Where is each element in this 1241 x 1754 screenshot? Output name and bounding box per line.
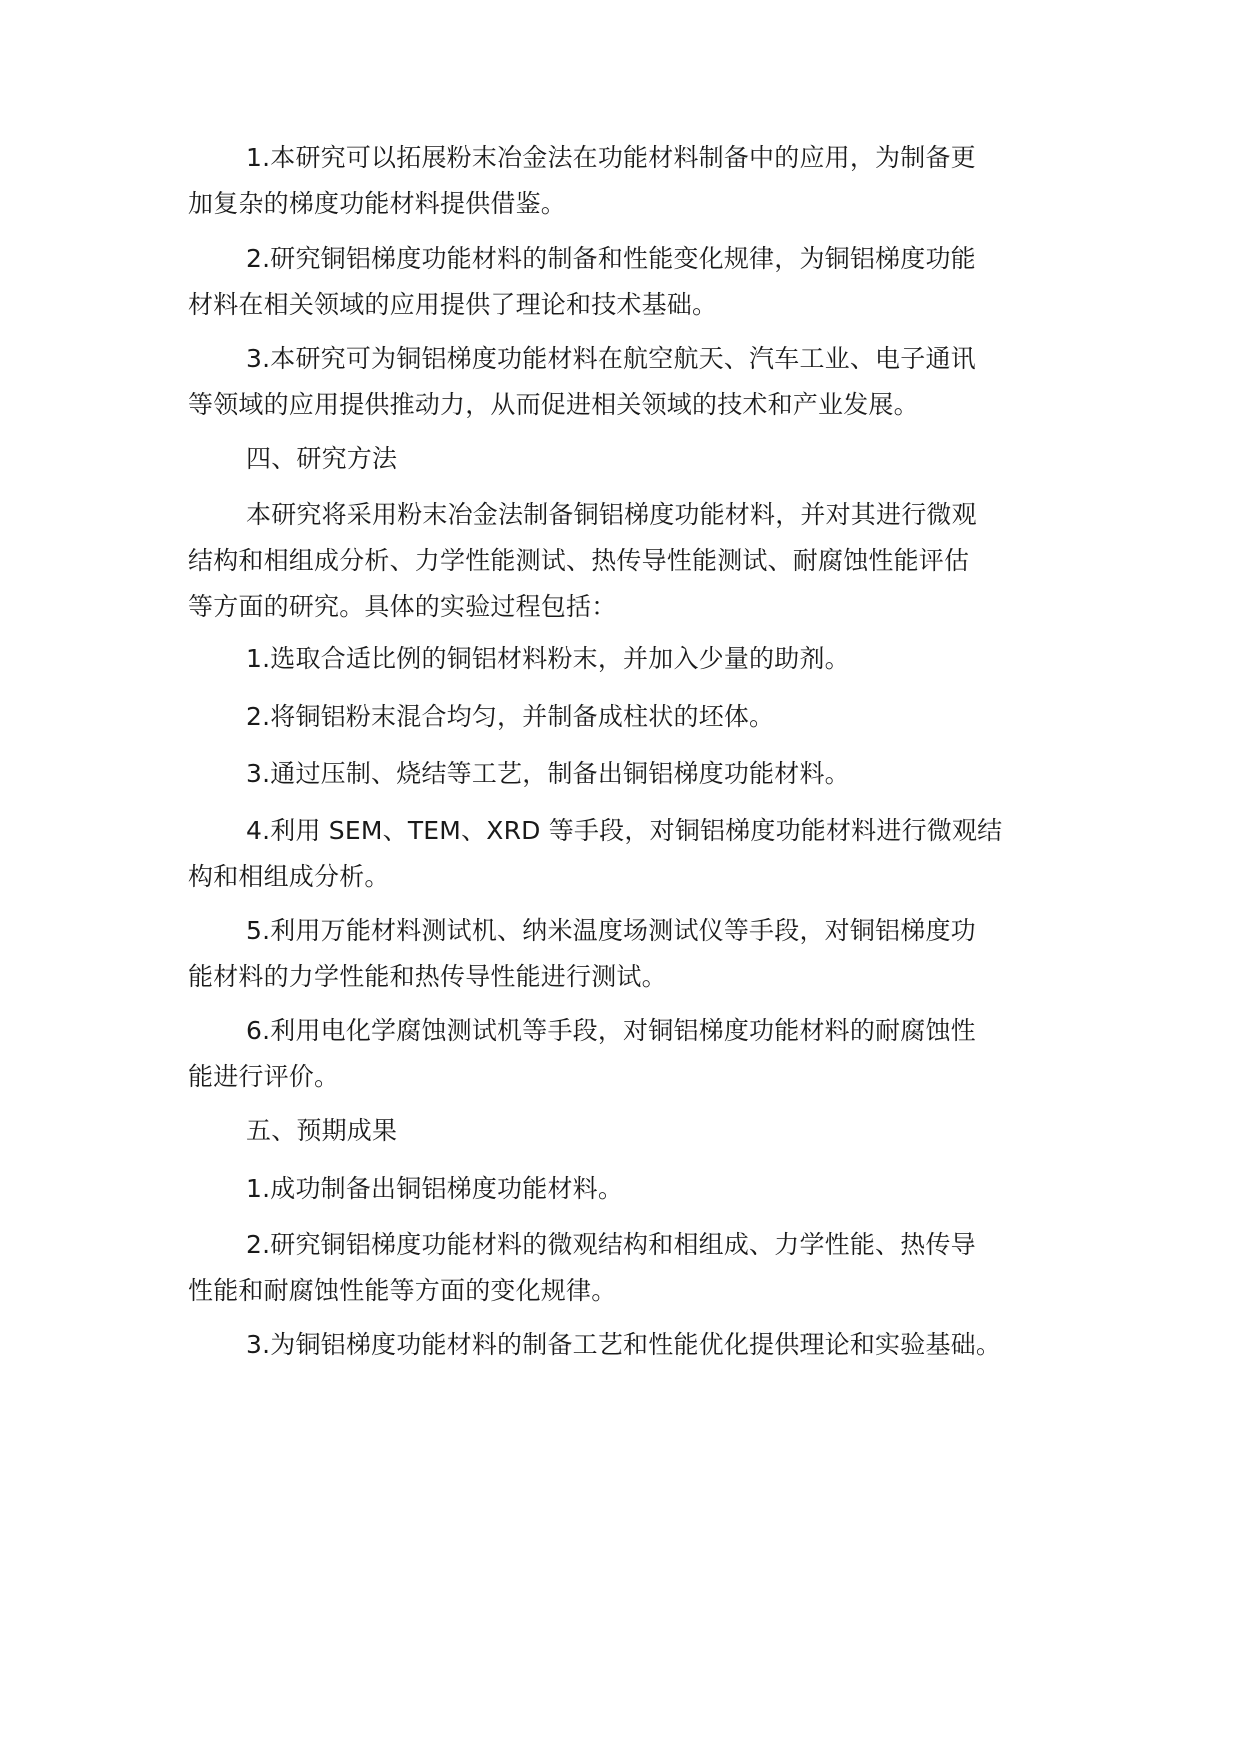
method-step-1 — [188, 636, 1068, 682]
text-line: 性能和耐腐蚀性能等方面的变化规律。 — [188, 1276, 617, 1305]
text-line: 能材料的力学性能和热传导性能进行测试。 — [188, 962, 667, 991]
text-line: 等方面的研究。具体的实验过程包括： — [188, 592, 617, 621]
section-heading-outcomes — [188, 1108, 1068, 1154]
heading-text: 四、研究方法 — [246, 444, 398, 473]
method-step-6 — [188, 1008, 1068, 1100]
text-line: 本研究将采用粉末冶金法制备铜铝梯度功能材料，并对其进行微观 — [246, 500, 977, 529]
text-line: 2.研究铜铝梯度功能材料的制备和性能变化规律，为铜铝梯度功能 — [246, 244, 976, 273]
text-line: 3.本研究可为铜铝梯度功能材料在航空航天、汽车工业、电子通讯 — [246, 344, 976, 373]
text-line: 4.利用 SEM、TEM、XRD 等手段，对铜铝梯度功能材料进行微观结 — [246, 816, 1003, 845]
method-step-3 — [188, 751, 1068, 797]
outcome-item-1 — [188, 1166, 1068, 1212]
text-line: 5.利用万能材料测试机、纳米温度场测试仪等手段，对铜铝梯度功 — [246, 916, 976, 945]
text-line: 构和相组成分析。 — [188, 862, 390, 891]
text-line: 2.将铜铝粉末混合均匀，并制备成柱状的坯体。 — [246, 702, 775, 731]
text-line: 材料在相关领域的应用提供了理论和技术基础。 — [188, 290, 718, 319]
text-line: 1.选取合适比例的铜铝材料粉末，并加入少量的助剂。 — [246, 644, 850, 673]
text-line: 3.为铜铝梯度功能材料的制备工艺和性能优化提供理论和实验基础。 — [246, 1330, 1002, 1359]
section-heading-methods — [188, 436, 1068, 482]
paragraph-methods-intro — [188, 492, 1068, 630]
heading-text: 五、预期成果 — [246, 1116, 398, 1145]
text-line: 1.成功制备出铜铝梯度功能材料。 — [246, 1174, 624, 1203]
text-line: 结构和相组成分析、力学性能测试、热传导性能测试、耐腐蚀性能评估 — [188, 546, 970, 575]
method-step-2 — [188, 694, 1068, 740]
text-line: 能进行评价。 — [188, 1062, 340, 1091]
paragraph-significance-3 — [188, 336, 1068, 428]
outcome-item-3 — [188, 1322, 1068, 1368]
paragraph-significance-1 — [188, 135, 1068, 227]
text-line: 2.研究铜铝梯度功能材料的微观结构和相组成、力学性能、热传导 — [246, 1230, 976, 1259]
text-line: 6.利用电化学腐蚀测试机等手段，对铜铝梯度功能材料的耐腐蚀性 — [246, 1016, 976, 1045]
outcome-item-2 — [188, 1222, 1068, 1314]
text-line: 1.本研究可以拓展粉末冶金法在功能材料制备中的应用，为制备更 — [246, 143, 976, 172]
text-line: 3.通过压制、烧结等工艺，制备出铜铝梯度功能材料。 — [246, 759, 850, 788]
text-line: 等领域的应用提供推动力，从而促进相关领域的技术和产业发展。 — [188, 390, 919, 419]
text-line: 加复杂的梯度功能材料提供借鉴。 — [188, 189, 567, 218]
paragraph-significance-2 — [188, 236, 1068, 328]
method-step-4 — [188, 808, 1068, 900]
method-step-5 — [188, 908, 1068, 1000]
